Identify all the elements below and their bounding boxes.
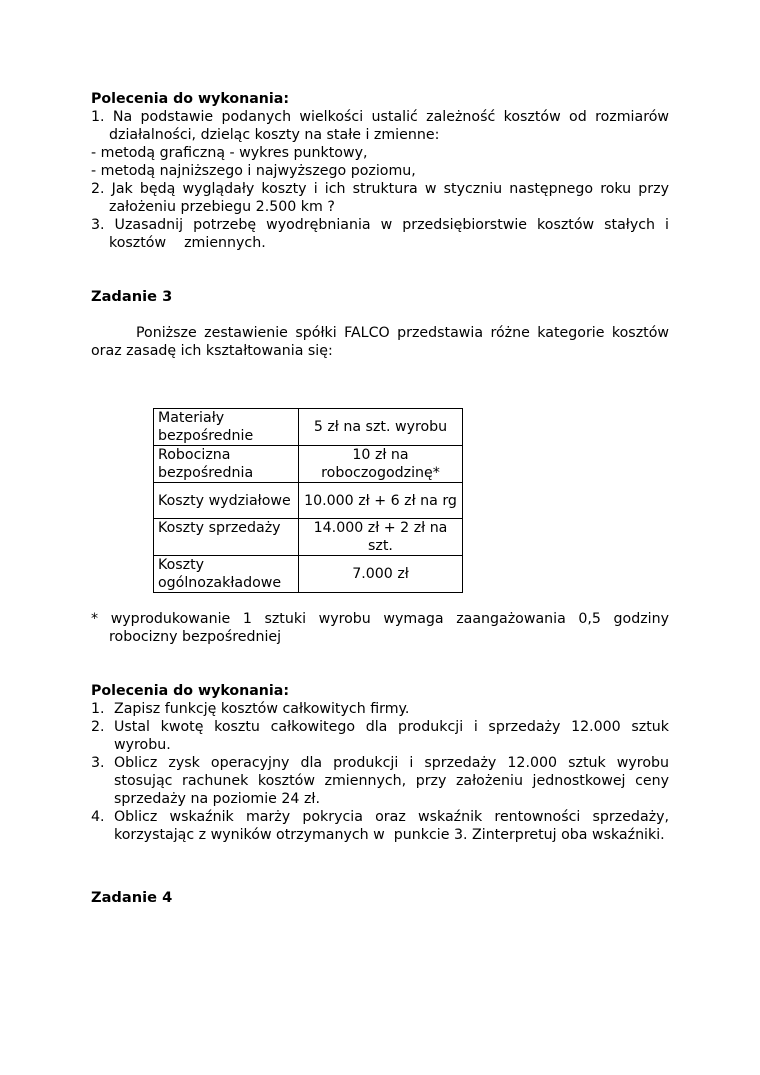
table-cell-rule: 7.000 zł: [299, 556, 463, 593]
list-item-text: Ustal kwotę kosztu całkowitego dla produkcji i sprzedaży 12.000 sztuk wyrobu.: [114, 719, 669, 753]
section1-method-highlow: - metodą najniższego i najwyższego poziomu,: [91, 163, 416, 179]
list-item: [91, 754, 669, 808]
list-item-number: 4.: [91, 809, 105, 825]
zadanie3-tasks-heading: Polecenia do wykonania:: [91, 683, 290, 699]
table-row: [154, 446, 463, 483]
table-cell-rule: 10 zł na roboczogodzinę*: [299, 446, 463, 483]
section1-heading: Polecenia do wykonania:: [91, 91, 290, 107]
table-cell-rule: 10.000 zł + 6 zł na rg: [299, 483, 463, 519]
zadanie3-task-list: [91, 700, 674, 844]
zadanie3-title: Zadanie 3: [91, 288, 173, 305]
table-cell-category: Materiały bezpośrednie: [154, 409, 299, 446]
cost-table: [153, 408, 463, 593]
list-item-text: Oblicz zysk operacyjny dla produkcji i sprzedaży 12.000 sztuk wyrobu stosując rachunek kosztów zmiennych, przy założeniu jednostkowej ceny sprzedaży na poziomie 24 zł.: [114, 755, 669, 807]
table-cell-rule: 14.000 zł + 2 zł na szt.: [299, 519, 463, 556]
document-page: [91, 90, 674, 907]
table-cell-category: Robocizna bezpośrednia: [154, 446, 299, 483]
table-row: [154, 409, 463, 446]
table-row: [154, 483, 463, 519]
zadanie3-intro: Poniższe zestawienie spółki FALCO przedstawia różne kategorie kosztów oraz zasadę ich kształtowania się:: [91, 325, 669, 359]
section1-item-3: 3. Uzasadnij potrzebę wyodrębniania w przedsiębiorstwie kosztów stałych i kosztów zmiennych.: [91, 217, 674, 251]
list-item: [91, 700, 669, 718]
zadanie4-title: Zadanie 4: [91, 889, 173, 906]
list-item-number: 1.: [91, 701, 105, 717]
table-row: [154, 519, 463, 556]
list-item-number: 3.: [91, 755, 105, 771]
table-row: [154, 556, 463, 593]
section1-method-graphic: - metodą graficzną - wykres punktowy,: [91, 145, 368, 161]
list-item-text: Oblicz wskaźnik marży pokrycia oraz wskaźnik rentowności sprzedaży, korzystając z wyników otrzymanych w punkcie 3. Zinterpretuj oba wskaźniki.: [114, 809, 674, 843]
table-cell-category: Koszty wydziałowe: [154, 483, 299, 519]
list-item-text: Zapisz funkcję kosztów całkowitych firmy.: [114, 701, 410, 717]
zadanie3-footnote: * wyprodukowanie 1 sztuki wyrobu wymaga zaangażowania 0,5 godziny robocizny bezpośredniej: [91, 611, 669, 645]
section1-item-1: 1. Na podstawie podanych wielkości ustalić zależność kosztów od rozmiarów działalności, dzieląc koszty na stałe i zmienne:: [91, 109, 669, 143]
section1-item-2: 2. Jak będą wyglądały koszty i ich struktura w styczniu następnego roku przy założeniu przebiegu 2.500 km ?: [91, 181, 669, 215]
list-item-number: 2.: [91, 719, 105, 735]
table-cell-rule: 5 zł na szt. wyrobu: [299, 409, 463, 446]
list-item: [91, 718, 669, 754]
list-item: [91, 808, 674, 844]
table-cell-category: Koszty ogólnozakładowe: [154, 556, 299, 593]
table-cell-category: Koszty sprzedaży: [154, 519, 299, 556]
